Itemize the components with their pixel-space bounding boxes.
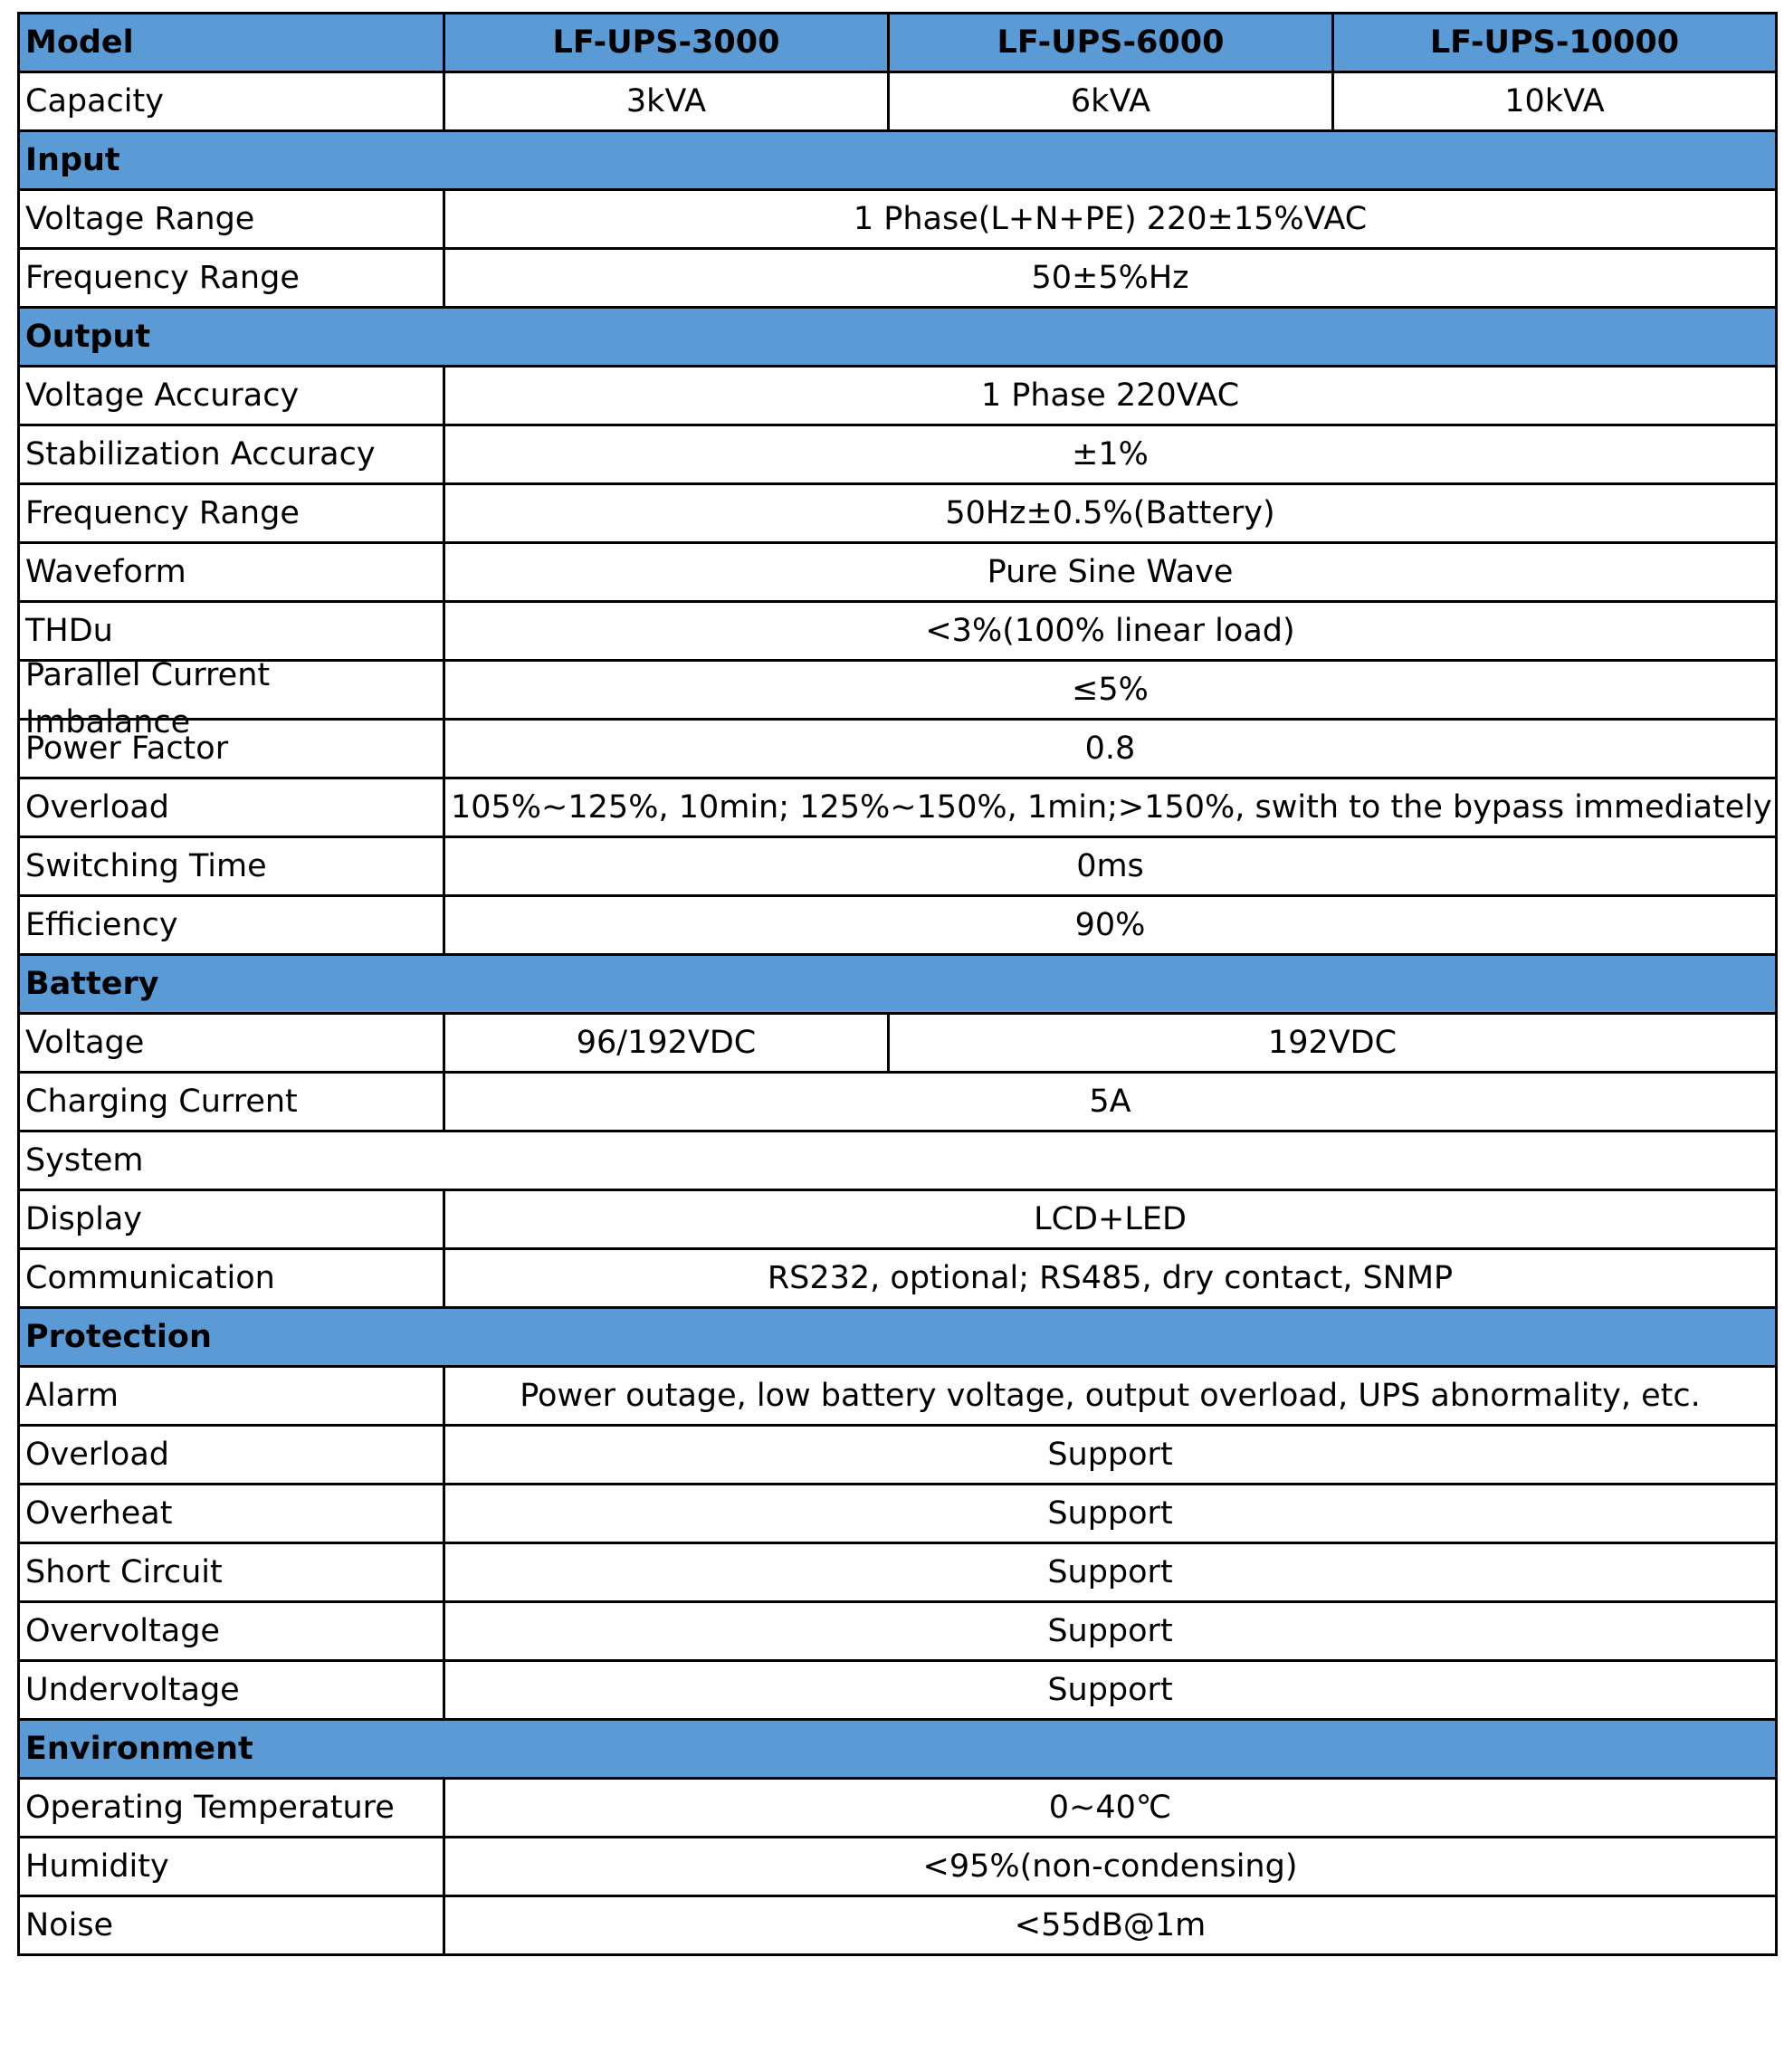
row-label: Communication <box>19 1249 444 1308</box>
table-row <box>19 1073 1777 1131</box>
row-label: Power Factor <box>19 720 444 778</box>
row-value: 1 Phase 220VAC <box>444 367 1777 425</box>
model-lf-ups-3000: LF-UPS-3000 <box>444 14 889 72</box>
row-label: Humidity <box>19 1838 444 1896</box>
row-label: Parallel Current Imbalance <box>25 657 271 740</box>
row-value: LCD+LED <box>444 1190 1777 1249</box>
capacity-value: 10kVA <box>1333 72 1777 131</box>
row-label: Frequency Range <box>19 249 444 308</box>
row-value: Support <box>444 1602 1777 1661</box>
row-label: Overvoltage <box>19 1602 444 1661</box>
row-value: 5A <box>444 1073 1777 1131</box>
row-label: Voltage <box>19 1014 444 1073</box>
row-label: Efficiency <box>19 896 444 955</box>
section-header-system <box>19 1131 1777 1190</box>
row-value: 105%~125%, 10min; 125%~150%, 1min;>150%, swith to the bypass immediately <box>444 778 1777 837</box>
capacity-value: 6kVA <box>889 72 1333 131</box>
table-row <box>19 425 1777 484</box>
table-row <box>19 1661 1777 1720</box>
table-row <box>19 720 1777 778</box>
row-label: Stabilization Accuracy <box>19 425 444 484</box>
row-label: Display <box>19 1190 444 1249</box>
row-value: RS232, optional; RS485, dry contact, SNMP <box>444 1249 1777 1308</box>
row-label: Operating Temperature <box>19 1779 444 1838</box>
row-value: <55dB@1m <box>444 1896 1777 1955</box>
row-label: Switching Time <box>19 837 444 896</box>
table-row <box>19 1543 1777 1602</box>
table-row <box>19 1838 1777 1896</box>
row-value: ≤5% <box>444 661 1777 720</box>
section-header-input <box>19 131 1777 190</box>
row-value: 96/192VDC <box>444 1014 889 1073</box>
table-row <box>19 190 1777 249</box>
section-header-output <box>19 308 1777 367</box>
row-label: Short Circuit <box>19 1543 444 1602</box>
row-label: Overload <box>19 1426 444 1485</box>
row-value: 1 Phase(L+N+PE) 220±15%VAC <box>444 190 1777 249</box>
capacity-label: Capacity <box>19 72 444 131</box>
row-value: 192VDC <box>889 1014 1777 1073</box>
table-row <box>19 1485 1777 1543</box>
row-value: 50Hz±0.5%(Battery) <box>444 484 1777 543</box>
section-title: Battery <box>19 955 1777 1014</box>
row-label-wrapped <box>19 657 444 740</box>
table-row <box>19 778 1777 837</box>
row-value: 0.8 <box>444 720 1777 778</box>
table-row <box>19 249 1777 308</box>
model-label: Model <box>19 14 444 72</box>
section-header-environment <box>19 1720 1777 1779</box>
table-header-row <box>19 14 1777 72</box>
row-value: Support <box>444 1485 1777 1543</box>
row-value: Support <box>444 1426 1777 1485</box>
model-lf-ups-10000: LF-UPS-10000 <box>1333 14 1777 72</box>
row-value: Support <box>444 1661 1777 1720</box>
table-row <box>19 1367 1777 1426</box>
row-label: Voltage Accuracy <box>19 367 444 425</box>
row-value: <95%(non-condensing) <box>444 1838 1777 1896</box>
table-row <box>19 543 1777 602</box>
table-row <box>19 72 1777 131</box>
row-value: Support <box>444 1543 1777 1602</box>
row-value: 90% <box>444 896 1777 955</box>
row-label: Voltage Range <box>19 190 444 249</box>
table-row <box>19 1249 1777 1308</box>
section-title: Environment <box>19 1720 1777 1779</box>
row-value: 50±5%Hz <box>444 249 1777 308</box>
section-header-battery <box>19 955 1777 1014</box>
row-value: Power outage, low battery voltage, output overload, UPS abnormality, etc. <box>444 1367 1777 1426</box>
section-title: Output <box>19 308 1777 367</box>
row-label: Noise <box>19 1896 444 1955</box>
row-value: ±1% <box>444 425 1777 484</box>
section-title: Input <box>19 131 1777 190</box>
model-lf-ups-6000: LF-UPS-6000 <box>889 14 1333 72</box>
table-row <box>19 837 1777 896</box>
table-row <box>19 1602 1777 1661</box>
capacity-value: 3kVA <box>444 72 889 131</box>
row-label: THDu <box>19 602 444 661</box>
section-title: Protection <box>19 1308 1777 1367</box>
table-row <box>19 1426 1777 1485</box>
row-value: 0ms <box>444 837 1777 896</box>
section-header-protection <box>19 1308 1777 1367</box>
row-label: Charging Current <box>19 1073 444 1131</box>
row-label: Frequency Range <box>19 484 444 543</box>
row-value: Pure Sine Wave <box>444 543 1777 602</box>
table-row <box>19 367 1777 425</box>
row-value: 0~40℃ <box>444 1779 1777 1838</box>
table-row <box>19 1190 1777 1249</box>
row-value: <3%(100% linear load) <box>444 602 1777 661</box>
row-label: Overload <box>19 778 444 837</box>
table-row <box>19 484 1777 543</box>
table-row <box>19 896 1777 955</box>
row-label: Waveform <box>19 543 444 602</box>
table-row <box>19 1779 1777 1838</box>
table-row <box>19 1014 1777 1073</box>
table-row <box>19 1896 1777 1955</box>
table-row <box>19 661 1777 720</box>
section-title: System <box>19 1131 1777 1190</box>
row-label: Alarm <box>19 1367 444 1426</box>
spec-table <box>17 12 1778 1956</box>
row-label: Undervoltage <box>19 1661 444 1720</box>
row-label: Overheat <box>19 1485 444 1543</box>
